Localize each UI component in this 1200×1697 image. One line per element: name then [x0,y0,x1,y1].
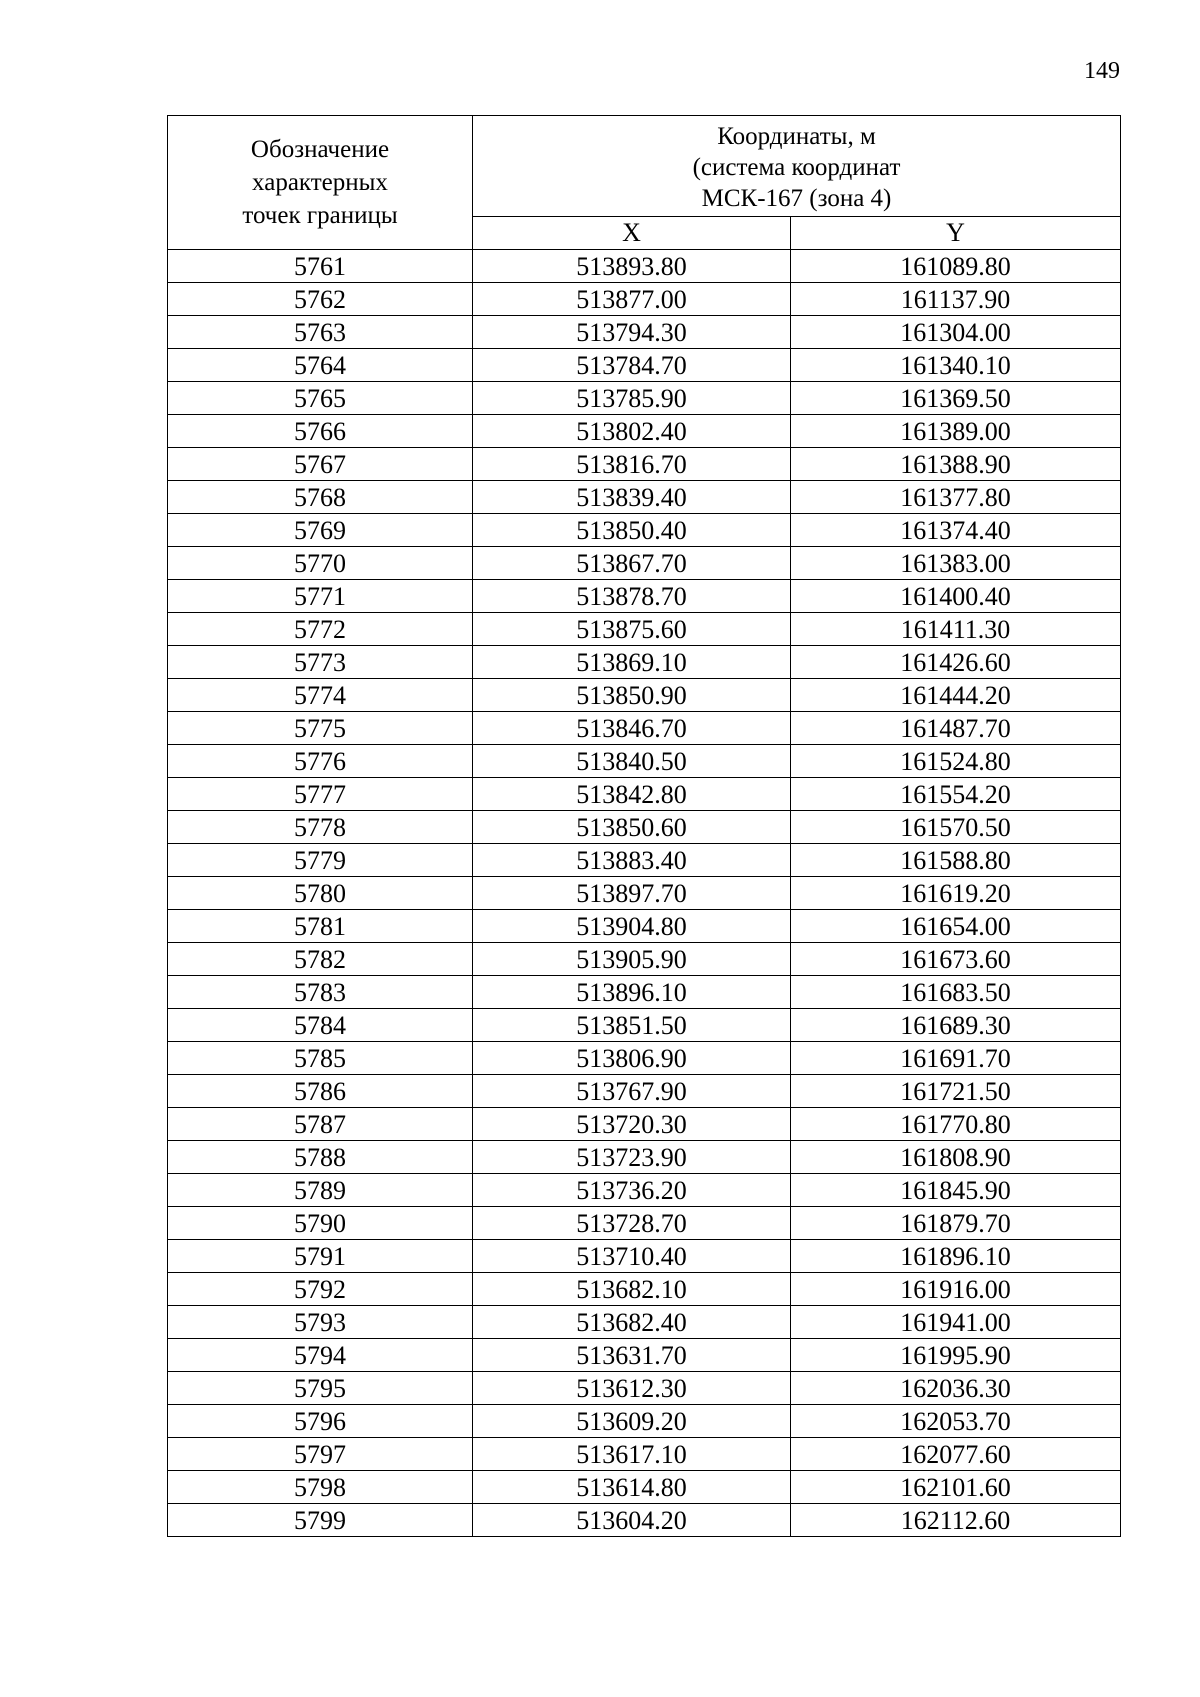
coords-header-line-3: МСК-167 (зона 4) [701,184,892,212]
y-coordinate-cell: 161689.30 [791,1009,1121,1042]
table-row [168,613,1121,646]
point-id-cell: 5769 [168,514,473,547]
x-coordinate-cell: 513850.60 [473,811,791,844]
x-coordinate-cell: 513904.80 [473,910,791,943]
y-coordinate-cell: 161941.00 [791,1306,1121,1339]
y-coordinate-cell: 161137.90 [791,283,1121,316]
table-row [168,250,1121,283]
point-designation-header [168,116,473,250]
point-header-line-1: Обозначение [250,136,390,163]
table-row [168,1009,1121,1042]
table-row [168,1174,1121,1207]
point-id-cell: 5765 [168,382,473,415]
y-coordinate-cell: 161444.20 [791,679,1121,712]
y-coordinate-cell: 161879.70 [791,1207,1121,1240]
y-coordinate-cell: 161089.80 [791,250,1121,283]
point-id-cell: 5786 [168,1075,473,1108]
point-id-cell: 5785 [168,1042,473,1075]
point-id-cell: 5761 [168,250,473,283]
y-coordinate-cell: 162112.60 [791,1504,1121,1537]
x-coordinate-cell: 513840.50 [473,745,791,778]
y-coordinate-cell: 161588.80 [791,844,1121,877]
point-id-cell: 5762 [168,283,473,316]
x-coordinate-cell: 513816.70 [473,448,791,481]
y-column-header: Y [791,217,1121,250]
point-id-cell: 5766 [168,415,473,448]
y-coordinate-cell: 161770.80 [791,1108,1121,1141]
x-coordinate-cell: 513723.90 [473,1141,791,1174]
y-coordinate-cell: 161374.40 [791,514,1121,547]
table-row [168,1372,1121,1405]
x-coordinate-cell: 513896.10 [473,976,791,1009]
point-id-cell: 5798 [168,1471,473,1504]
table-row [168,712,1121,745]
y-coordinate-cell: 161845.90 [791,1174,1121,1207]
table-row [168,547,1121,580]
x-coordinate-cell: 513877.00 [473,283,791,316]
table-row [168,1273,1121,1306]
x-coordinate-cell: 513785.90 [473,382,791,415]
table-row [168,745,1121,778]
point-id-cell: 5773 [168,646,473,679]
page-number: 149 [1084,58,1120,84]
point-id-cell: 5794 [168,1339,473,1372]
x-coordinate-cell: 513604.20 [473,1504,791,1537]
y-coordinate-cell: 161691.70 [791,1042,1121,1075]
table-row [168,811,1121,844]
table-row [168,844,1121,877]
y-coordinate-cell: 161654.00 [791,910,1121,943]
y-coordinate-cell: 161673.60 [791,943,1121,976]
point-id-cell: 5781 [168,910,473,943]
table-row [168,481,1121,514]
x-coordinate-cell: 513682.40 [473,1306,791,1339]
table-row [168,1042,1121,1075]
point-id-cell: 5791 [168,1240,473,1273]
table-row [168,679,1121,712]
y-coordinate-cell: 161369.50 [791,382,1121,415]
point-id-cell: 5782 [168,943,473,976]
y-coordinate-cell: 161721.50 [791,1075,1121,1108]
table-row [168,1240,1121,1273]
x-coordinate-cell: 513612.30 [473,1372,791,1405]
x-coordinate-cell: 513842.80 [473,778,791,811]
y-coordinate-cell: 161554.20 [791,778,1121,811]
y-coordinate-cell: 161808.90 [791,1141,1121,1174]
x-coordinate-cell: 513875.60 [473,613,791,646]
y-coordinate-cell: 161619.20 [791,877,1121,910]
y-coordinate-cell: 161377.80 [791,481,1121,514]
x-coordinate-cell: 513839.40 [473,481,791,514]
y-coordinate-cell: 161570.50 [791,811,1121,844]
point-id-cell: 5790 [168,1207,473,1240]
point-id-cell: 5768 [168,481,473,514]
x-coordinate-cell: 513682.10 [473,1273,791,1306]
point-id-cell: 5763 [168,316,473,349]
point-id-cell: 5784 [168,1009,473,1042]
coords-header-line-2: (система координат [692,153,901,181]
y-coordinate-cell: 161400.40 [791,580,1121,613]
x-coordinate-cell: 513728.70 [473,1207,791,1240]
table-row [168,316,1121,349]
point-id-cell: 5775 [168,712,473,745]
y-coordinate-cell: 161304.00 [791,316,1121,349]
x-column-header: X [473,217,791,250]
table-row [168,580,1121,613]
coordinates-header [473,116,1121,217]
y-coordinate-cell: 161388.90 [791,448,1121,481]
point-id-cell: 5764 [168,349,473,382]
point-id-cell: 5767 [168,448,473,481]
coords-header-line-1: Координаты, м [717,122,876,150]
point-id-cell: 5777 [168,778,473,811]
x-coordinate-cell: 513893.80 [473,250,791,283]
point-id-cell: 5796 [168,1405,473,1438]
table-row [168,1075,1121,1108]
y-coordinate-cell: 162036.30 [791,1372,1121,1405]
y-coordinate-cell: 161383.00 [791,547,1121,580]
point-header-line-2: характерных [252,169,388,196]
x-coordinate-cell: 513794.30 [473,316,791,349]
y-coordinate-cell: 161916.00 [791,1273,1121,1306]
point-id-cell: 5783 [168,976,473,1009]
point-id-cell: 5788 [168,1141,473,1174]
table-row [168,877,1121,910]
table-row [168,1471,1121,1504]
point-id-cell: 5797 [168,1438,473,1471]
table-row [168,448,1121,481]
y-coordinate-cell: 161524.80 [791,745,1121,778]
table-row [168,778,1121,811]
x-coordinate-cell: 513736.20 [473,1174,791,1207]
point-id-cell: 5787 [168,1108,473,1141]
x-coordinate-cell: 513631.70 [473,1339,791,1372]
table-row [168,415,1121,448]
table-row [168,1141,1121,1174]
point-id-cell: 5771 [168,580,473,613]
x-coordinate-cell: 513878.70 [473,580,791,613]
x-coordinate-cell: 513850.90 [473,679,791,712]
point-id-cell: 5799 [168,1504,473,1537]
y-coordinate-cell: 161487.70 [791,712,1121,745]
x-coordinate-cell: 513617.10 [473,1438,791,1471]
x-coordinate-cell: 513806.90 [473,1042,791,1075]
table-row [168,976,1121,1009]
y-coordinate-cell: 161389.00 [791,415,1121,448]
y-coordinate-cell: 161683.50 [791,976,1121,1009]
table-row [168,514,1121,547]
y-coordinate-cell: 161896.10 [791,1240,1121,1273]
table-body [168,250,1121,1537]
point-header-line-3: точек границы [242,202,398,229]
x-coordinate-cell: 513802.40 [473,415,791,448]
x-coordinate-cell: 513897.70 [473,877,791,910]
x-coordinate-cell: 513850.40 [473,514,791,547]
table-row [168,1405,1121,1438]
table-row [168,1207,1121,1240]
x-coordinate-cell: 513784.70 [473,349,791,382]
y-coordinate-cell: 161411.30 [791,613,1121,646]
point-id-cell: 5795 [168,1372,473,1405]
table-row [168,646,1121,679]
header-row-top [168,116,1121,217]
x-coordinate-cell: 513846.70 [473,712,791,745]
table-row [168,1339,1121,1372]
x-coordinate-cell: 513614.80 [473,1471,791,1504]
table-row [168,1306,1121,1339]
point-id-cell: 5774 [168,679,473,712]
x-coordinate-cell: 513905.90 [473,943,791,976]
x-coordinate-cell: 513767.90 [473,1075,791,1108]
point-id-cell: 5776 [168,745,473,778]
table-row [168,283,1121,316]
x-coordinate-cell: 513883.40 [473,844,791,877]
coordinates-table [167,115,1121,1537]
x-coordinate-cell: 513851.50 [473,1009,791,1042]
table-row [168,1438,1121,1471]
table-row [168,910,1121,943]
point-id-cell: 5780 [168,877,473,910]
y-coordinate-cell: 161340.10 [791,349,1121,382]
point-id-cell: 5792 [168,1273,473,1306]
table-header [168,116,1121,250]
x-coordinate-cell: 513720.30 [473,1108,791,1141]
x-coordinate-cell: 513609.20 [473,1405,791,1438]
y-coordinate-cell: 162053.70 [791,1405,1121,1438]
point-id-cell: 5789 [168,1174,473,1207]
x-coordinate-cell: 513867.70 [473,547,791,580]
x-coordinate-cell: 513710.40 [473,1240,791,1273]
y-coordinate-cell: 161995.90 [791,1339,1121,1372]
point-id-cell: 5772 [168,613,473,646]
table-row [168,382,1121,415]
table-row [168,1108,1121,1141]
y-coordinate-cell: 162101.60 [791,1471,1121,1504]
point-id-cell: 5778 [168,811,473,844]
y-coordinate-cell: 161426.60 [791,646,1121,679]
point-id-cell: 5770 [168,547,473,580]
table-row [168,943,1121,976]
x-coordinate-cell: 513869.10 [473,646,791,679]
point-id-cell: 5793 [168,1306,473,1339]
table-row [168,1504,1121,1537]
table-row [168,349,1121,382]
y-coordinate-cell: 162077.60 [791,1438,1121,1471]
point-id-cell: 5779 [168,844,473,877]
